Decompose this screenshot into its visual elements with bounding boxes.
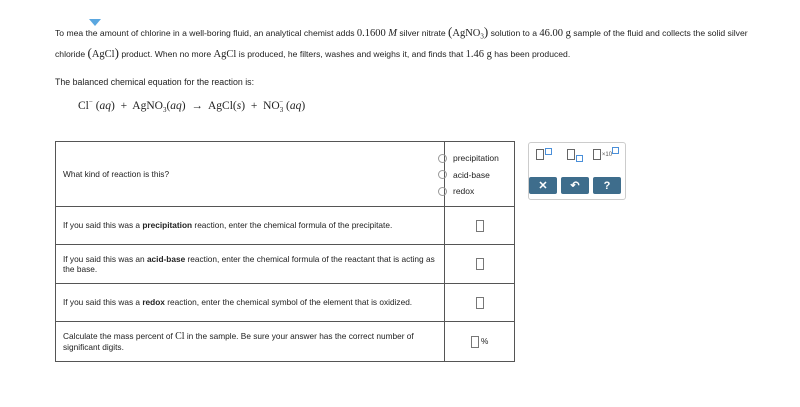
reaction-type-options — [438, 150, 499, 200]
undo-button[interactable] — [561, 177, 589, 194]
molarity-unit: M — [388, 28, 397, 39]
question-mass-percent: Calculate the mass percent of Cl in the sample. Be sure your answer has the correct number of significant digits. — [56, 322, 445, 362]
table-row — [56, 245, 515, 284]
close-icon: ✕ — [538, 180, 548, 192]
intro-text-d: sample of the fluid and collects the solid silver chloride — [55, 28, 748, 59]
found-mass: 1.46 g — [465, 48, 492, 60]
radio-icon[interactable] — [438, 154, 447, 163]
product-formula: AgCl — [91, 48, 115, 60]
reagent-formula: AgNO — [452, 28, 481, 39]
table-row — [56, 322, 515, 362]
help-button[interactable] — [593, 177, 621, 194]
balanced-label: The balanced chemical equation for the reaction is: — [55, 77, 255, 87]
option-redox[interactable]: redox — [438, 183, 499, 200]
radio-icon[interactable] — [438, 170, 447, 179]
intro-text-a: the amount of chlorine in a well-boring fluid, an analytical chemist adds — [85, 28, 357, 38]
table-row — [56, 284, 515, 322]
intro-text-b: silver nitrate — [399, 28, 449, 38]
question-reaction-type: What kind of reaction is this? — [56, 142, 445, 207]
molarity-value: 0.1600 — [356, 28, 386, 39]
balanced-equation: Cl− (aq) + AgNO$_3$(aq) → AgCl(s) + $NO_3^-$ (aq) — [78, 98, 306, 115]
base-answer-input[interactable] — [476, 258, 484, 270]
question-oxidized: If you said this was a redox reaction, enter the chemical symbol of the element that is oxidized. — [56, 284, 445, 322]
scientific-notation-button[interactable]: ×10 — [593, 147, 619, 162]
percent-unit: % — [480, 335, 489, 346]
oxidized-answer-input[interactable] — [476, 297, 484, 309]
question-precipitate: If you said this was a precipitation reaction, enter the chemical formula of the precipitate. — [56, 207, 445, 245]
intro-text-g: has been produced. — [494, 48, 571, 59]
option-precipitation[interactable]: precipitation — [438, 150, 499, 167]
subscript-button[interactable] — [562, 147, 588, 162]
superscript-button[interactable] — [531, 147, 557, 162]
intro-text-e: product. When no more — [121, 48, 214, 59]
option-acid-base[interactable]: acid-base — [438, 167, 499, 184]
intro-text-f: is produced, he filters, washes and weighs it, and finds that — [238, 48, 466, 59]
radio-icon[interactable] — [438, 187, 447, 196]
math-toolbar — [528, 142, 626, 200]
problem-intro: To mea the amount of chlorine in a well-boring fluid, an analytical chemist adds 0.1600 M silver nitrate (AgNO$_3$) solution to a 46.00 g sample of the fluid and collects the solid silver chloride (AgCl) product. When no more AgCl is produced, he filters, washes and weighs it, and finds that 1.46 g has been produced. — [55, 24, 748, 60]
undo-icon: ↶ — [570, 180, 580, 192]
intro-text-c: solution to a — [490, 28, 540, 38]
clear-button[interactable] — [529, 177, 557, 194]
mass-percent-answer-input[interactable] — [471, 336, 479, 348]
precipitate-answer-input[interactable] — [476, 220, 484, 232]
question-base: If you said this was an acid-base reaction, enter the chemical formula of the reactant that is acting as the base. — [56, 245, 445, 284]
sample-mass: 46.00 g — [539, 28, 571, 39]
table-row — [56, 207, 515, 245]
help-icon: ? — [603, 179, 611, 192]
product-formula-2: AgCl — [213, 48, 237, 60]
intro-lead: To mea — [55, 28, 84, 38]
